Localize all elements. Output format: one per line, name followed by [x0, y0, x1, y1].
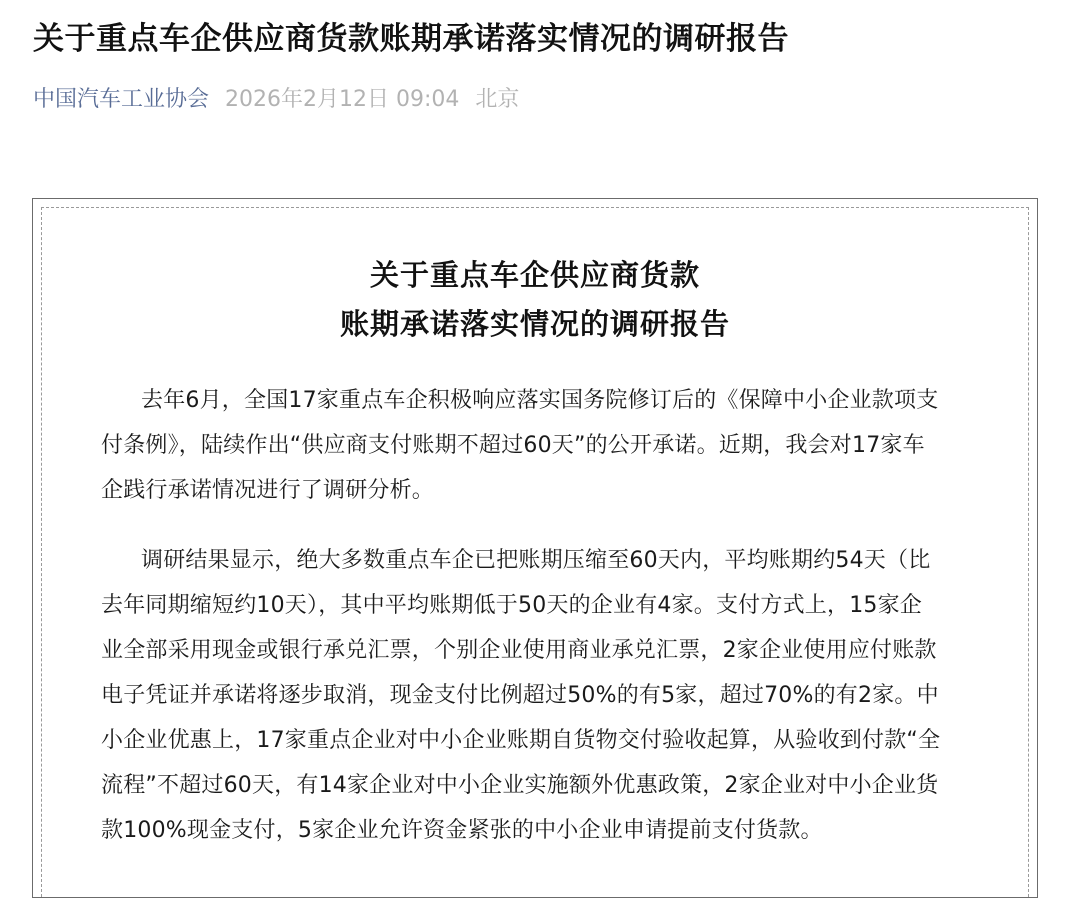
- paragraph-intro: [101, 378, 981, 513]
- paragraph-findings: [101, 538, 981, 853]
- paragraph-line: 去年同期缩短约10天），其中平均账期低于50天的企业有4家。支付方式上，15家企: [101, 593, 922, 618]
- paragraph-line: 业全部采用现金或银行承兑汇票，个别企业使用商业承兑汇票，2家企业使用应付账款: [101, 638, 937, 663]
- paragraph-line: 付条例》，陆续作出“供应商支付账期不超过60天”的公开承诺。近期，我会对17家车: [101, 433, 925, 458]
- article-title: 关于重点车企供应商货款账期承诺落实情况的调研报告: [33, 21, 789, 57]
- paragraph-line: 去年6月，全国17家重点车企积极响应落实国务院修订后的《保障中小企业款项支: [141, 388, 939, 413]
- publish-date: 2026年2月12日 09:04: [225, 86, 460, 112]
- publish-location: 北京: [475, 86, 520, 112]
- paragraph-line: 企践行承诺情况进行了调研分析。: [101, 478, 435, 503]
- document-title: [33, 251, 1037, 349]
- article-meta: [33, 80, 519, 114]
- paragraph-line: 款100%现金支付，5家企业允许资金紧张的中小企业申请提前支付货款。: [101, 818, 823, 843]
- paragraph-line: 调研结果显示，绝大多数重点车企已把账期压缩至60天内，平均账期约54天（比: [141, 548, 931, 573]
- paragraph-line: 流程”不超过60天，有14家企业对中小企业实施额外优惠政策，2家企业对中小企业货: [101, 773, 939, 798]
- paragraph-line: 电子凭证并承诺将逐步取消，现金支付比例超过50%的有5家，超过70%的有2家。中: [101, 683, 939, 708]
- paragraph-line: 小企业优惠上，17家重点企业对中小企业账期自货物交付验收起算，从验收到付款“全: [101, 728, 941, 753]
- document-frame: [32, 198, 1038, 898]
- document-title-line-2: 账期承诺落实情况的调研报告: [339, 307, 730, 341]
- document-title-line-1: 关于重点车企供应商货款: [369, 258, 700, 292]
- account-name-link[interactable]: 中国汽车工业协会: [33, 86, 210, 112]
